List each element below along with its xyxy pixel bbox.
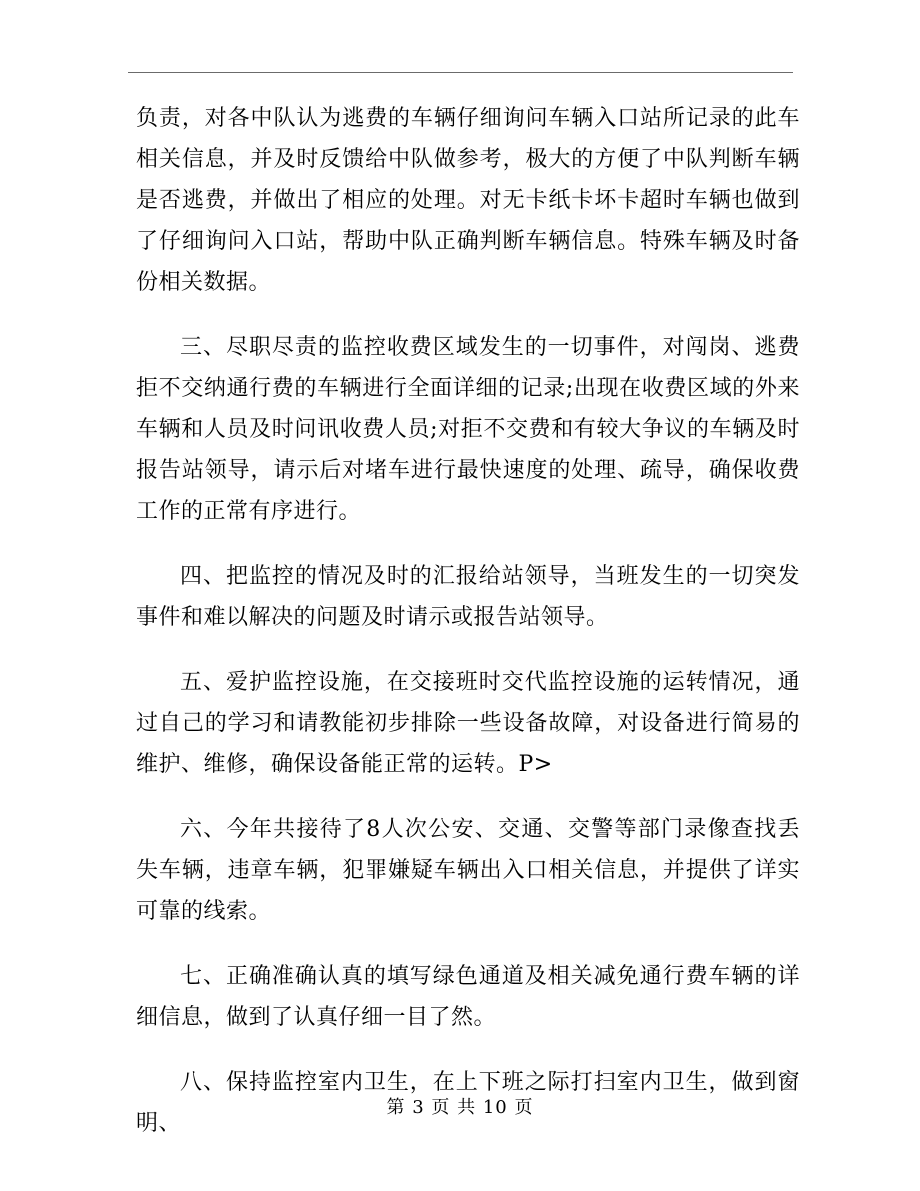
paragraph-item-8: 八、保持监控室内卫生，在上下班之际打扫室内卫生，做到窗明、 bbox=[136, 1070, 800, 1136]
paragraph-item-7: 七、正确准确认真的填写绿色通道及相关减免通行费车辆的详细信息，做到了认真仔细一目了然。 bbox=[136, 964, 800, 1030]
body-text bbox=[136, 98, 800, 1168]
paragraph-item-6: 六、今年共接待了8人次公安、交通、交警等部门录像查找丢失车辆，违章车辆，犯罪嫌疑车辆出入口相关信息，并提供了详实可靠的线索。 bbox=[136, 817, 800, 924]
header-rule bbox=[128, 72, 793, 73]
paragraph-item-3: 三、尽职尽责的监控收费区域发生的一切事件，对闯岗、逃费拒不交纳通行费的车辆进行全面详细的记录;出现在收费区域的外来车辆和人员及时问讯收费人员;对拒不交费和有较大争议的车辆及时报告站领导，请示后对堵车进行最快速度的处理、疏导，确保收费工作的正常有序进行。 bbox=[136, 335, 800, 524]
paragraph-continuation: 负责，对各中队认为逃费的车辆仔细询问车辆入口站所记录的此车相关信息，并及时反馈给中队做参考，极大的方便了中队判断车辆是否逃费，并做出了相应的处理。对无卡纸卡坏卡超时车辆也做到了仔细询问入口站，帮助中队正确判断车辆信息。特殊车辆及时备份相关数据。 bbox=[136, 106, 800, 295]
paragraph-item-4: 四、把监控的情况及时的汇报给站领导，当班发生的一切突发事件和难以解决的问题及时请示或报告站领导。 bbox=[136, 564, 800, 630]
page-number-footer: 第 3 页 共 10 页 bbox=[386, 1097, 534, 1118]
paragraph-item-5: 五、爱护监控设施，在交接班时交代监控设施的运转情况，通过自己的学习和请教能初步排除一些设备故障，对设备进行简易的维护、维修，确保设备能正常的运转。P> bbox=[136, 670, 800, 777]
